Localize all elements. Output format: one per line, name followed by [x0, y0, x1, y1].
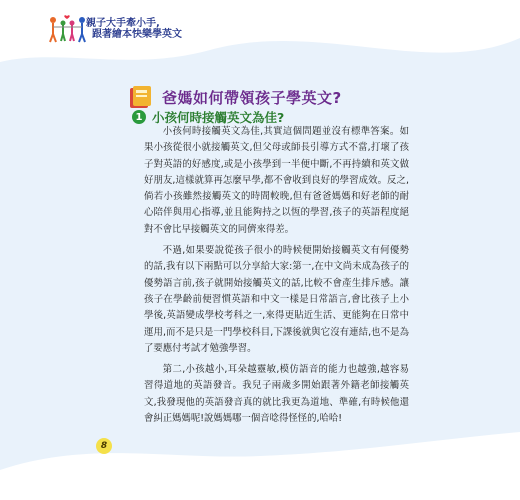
paragraph: 第二,小孩越小,耳朵越靈敏,模仿語音的能力也越強,越容易習得道地的英語發音。我兒子兩歲多開始跟著外籍老師接觸英文,我發現他的英語發音真的就比我更為道地、準確,有時候他還會糾正媽媽呢!說媽媽哪一個音唸得怪怪的,哈哈!: [144, 364, 409, 425]
article-body: [144, 124, 409, 427]
paragraph: 小孩何時接觸英文為佳,其實這個問題並沒有標準答案。如果小孩從很小就接觸英文,但父母或師長引導方式不當,打壞了孩子對英語的好感度,或是小孩學到一半便中斷,不再持續和英文做好朋友,這樣就算再怎麼早學,都不會收到良好的學習成效。反之,倘若小孩雖然接觸英文的時間較晚,但有爸爸媽媽和好老師的耐心陪伴與用心指導,並且能夠持之以恆的學習,孩子的英語程度絕對不會比早接觸英文的同儕來得差。: [144, 126, 409, 235]
header-line-2: 跟著繪本快樂學英文: [92, 29, 182, 40]
subsection-title: 小孩何時接觸英文為佳?: [152, 110, 285, 125]
section-title-row: [128, 84, 342, 110]
header-line-1: 親子大手牽小手,: [86, 18, 160, 29]
family-holding-hands-icon: [45, 14, 89, 44]
subsection-number-badge: 1: [132, 110, 146, 124]
book-header: [86, 18, 182, 40]
page-number-badge: 8: [96, 438, 112, 454]
section-title: 爸媽如何帶領孩子學英文?: [162, 88, 342, 107]
books-icon: [128, 84, 154, 110]
bottom-wave-decoration: [0, 430, 520, 500]
paragraph: 不過,如果要說從孩子很小的時候便開始接觸英文有何優勢的話,我有以下兩點可以分享給大家:第一,在中文尚未成為孩子的優勢語言前,孩子就開始接觸英文的話,比較不會產生排斥感。讓孩子在學齡前便習慣英語和中文一樣是日常語言,會比孩子上小學後,英語變成學校考科之一,來得更貼近生活、更能夠在日常中運用,而不是只是一門學校科目,下課後就與它沒有連結,也不是為了要應付考試才勉強學習。: [144, 245, 409, 354]
